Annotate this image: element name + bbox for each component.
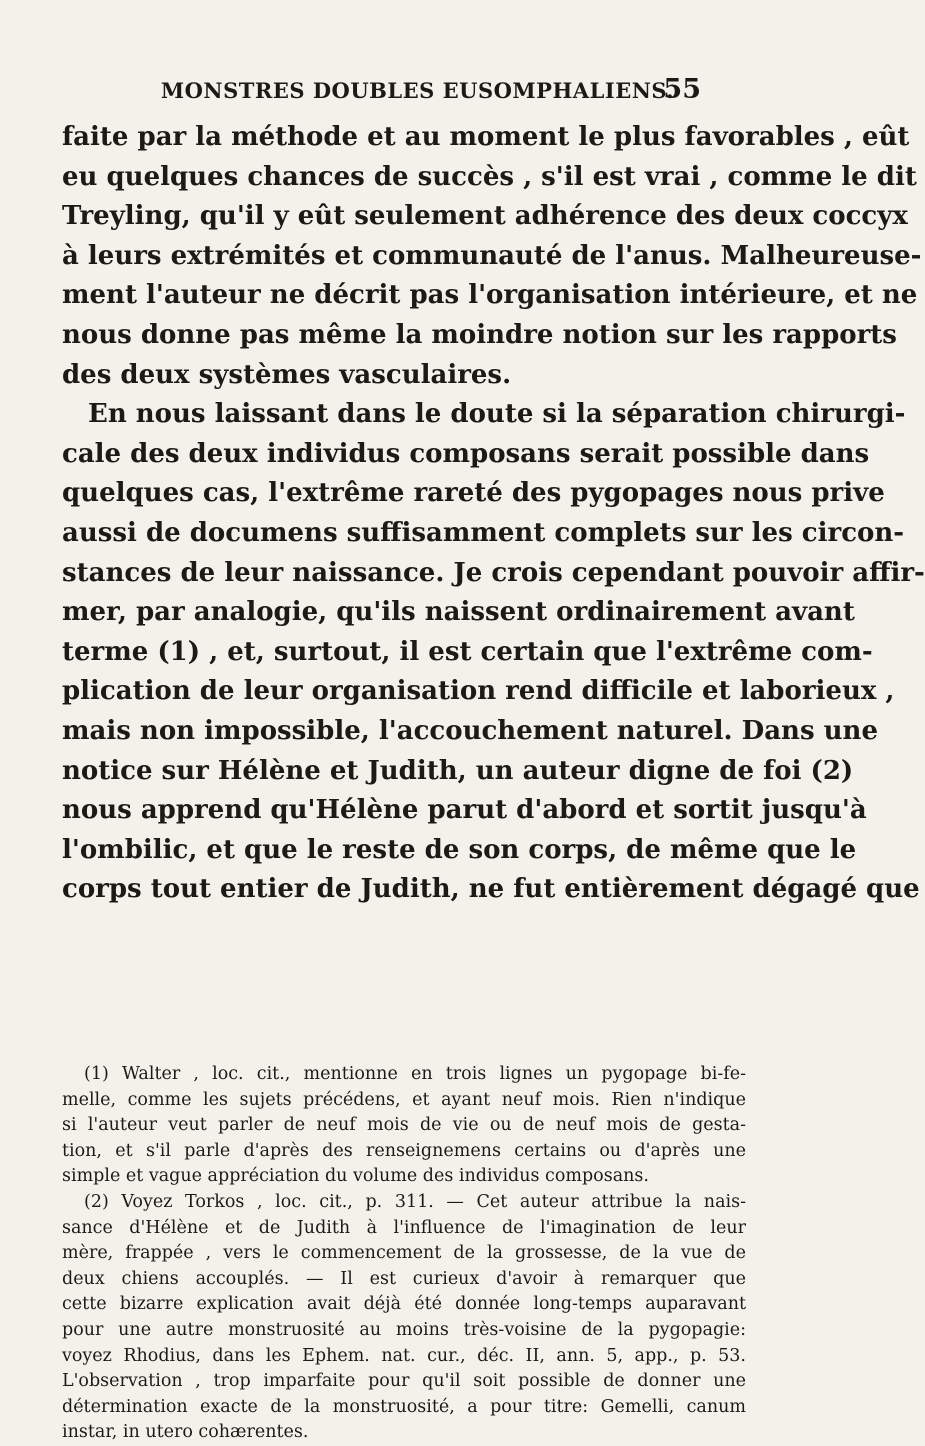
- footnote-line: (2) Voyez Torkos , loc. cit., p. 311. — Cet auteur attribue la nais-: [84, 1191, 746, 1212]
- footnote-line: L'observation , trop imparfaite pour qu'il soit possible de donner une: [62, 1371, 746, 1392]
- body-line: plication de leur organisation rend difficile et laborieux ,: [62, 676, 895, 707]
- page-number: 55: [663, 74, 701, 105]
- footnote-line: mère, frappée , vers le commencement de la grossesse, de la vue de: [62, 1243, 746, 1264]
- footnote-line: si l'auteur veut parler de neuf mois de vie ou de neuf mois de gesta-: [62, 1115, 746, 1136]
- body-line: eu quelques chances de succès , s'il est vrai , comme le dit: [62, 161, 917, 192]
- running-head: MONSTRES DOUBLES EUSOMPHALIENS.: [160, 78, 675, 103]
- body-line: En nous laissant dans le doute si la séparation chirurgi-: [88, 399, 906, 430]
- body-text: [62, 118, 925, 910]
- body-line: des deux systèmes vasculaires.: [62, 359, 512, 390]
- body-line: mer, par analogie, qu'ils naissent ordinairement avant: [62, 597, 855, 628]
- body-line: nous donne pas même la moindre notion sur les rapports: [62, 319, 897, 350]
- footnote-line: pour une autre monstruosité au moins très-voisine de la pygopagie:: [62, 1319, 746, 1340]
- body-line: l'ombilic, et que le reste de son corps, de même que le: [62, 834, 857, 865]
- footnote-line: voyez Rhodius, dans les Ephem. nat. cur., déc. II, ann. 5, app., p. 53.: [62, 1345, 746, 1366]
- body-line: corps tout entier de Judith, ne fut entièrement dégagé que: [62, 874, 920, 905]
- footnote-line: détermination exacte de la monstruosité, a pour titre: Gemelli, canum: [62, 1396, 746, 1417]
- body-line: stances de leur naissance. Je crois cependant pouvoir affir-: [62, 557, 925, 588]
- footnote-line: (1) Walter , loc. cit., mentionne en trois lignes un pygopage bi-fe-: [84, 1064, 746, 1084]
- body-line: ment l'auteur ne décrit pas l'organisation intérieure, et ne: [62, 280, 918, 311]
- body-line: quelques cas, l'extrême rareté des pygopages nous prive: [62, 478, 885, 509]
- body-line: aussi de documens suffisamment complets sur les circon-: [62, 517, 905, 548]
- body-line: terme (1) , et, surtout, il est certain que l'extrême com-: [62, 636, 873, 667]
- body-line: Treyling, qu'il y eût seulement adhérence des deux coccyx: [62, 201, 908, 232]
- footnote-line: tion, et s'il parle d'après des renseignemens certains ou d'après une: [62, 1140, 746, 1161]
- footnote-line: deux chiens accouplés. — Il est curieux d'avoir à remarquer que: [62, 1268, 746, 1289]
- footnote-line: sance d'Hélène et de Judith à l'influence de l'imagination de leur: [62, 1217, 746, 1238]
- body-line: faite par la méthode et au moment le plus favorables , eût: [62, 122, 910, 152]
- body-line: notice sur Hélène et Judith, un auteur digne de foi (2): [62, 755, 854, 786]
- body-line: à leurs extrémités et communauté de l'anus. Malheureuse-: [62, 240, 922, 271]
- footnotes: [62, 1062, 746, 1446]
- footnote-line: simple et vague appréciation du volume des individus composans.: [62, 1166, 649, 1187]
- footnote-line: melle, comme les sujets précédens, et ayant neuf mois. Rien n'indique: [62, 1089, 746, 1110]
- footnote-line: instar, in utero cohærentes.: [62, 1422, 309, 1443]
- body-line: nous apprend qu'Hélène parut d'abord et sortit jusqu'à: [62, 795, 867, 826]
- footnote-line: cette bizarre explication avait déjà été donnée long-temps auparavant: [62, 1294, 746, 1315]
- body-line: cale des deux individus composans serait possible dans: [62, 438, 870, 469]
- body-line: mais non impossible, l'accouchement naturel. Dans une: [62, 715, 878, 746]
